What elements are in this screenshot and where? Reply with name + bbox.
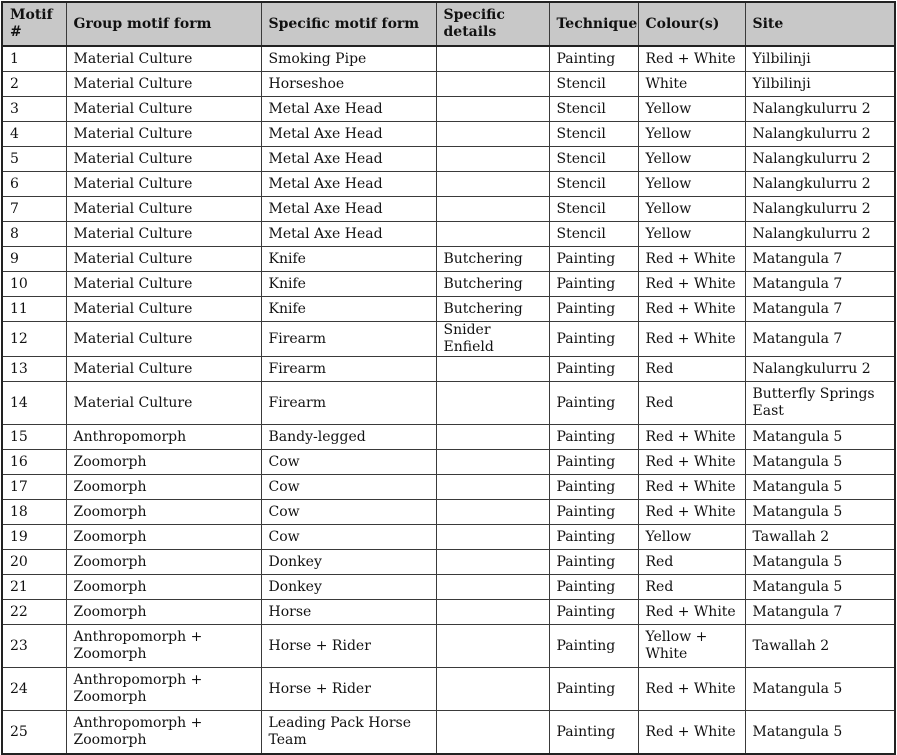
site-cell: Nalangkulurru 2 (745, 357, 895, 382)
specific-motif-form-cell: Metal Axe Head (261, 172, 436, 197)
table-body (2, 46, 895, 754)
motif-number-cell: 11 (2, 297, 66, 322)
site-cell: Matangula 7 (745, 247, 895, 272)
motif-table (1, 1, 896, 755)
group-motif-form-cell: Anthropomorph + Zoomorph (66, 711, 261, 755)
group-motif-form-cell: Zoomorph (66, 600, 261, 625)
motif-number-cell: 18 (2, 500, 66, 525)
technique-cell: Painting (549, 711, 638, 755)
site-cell: Nalangkulurru 2 (745, 97, 895, 122)
technique-cell: Stencil (549, 147, 638, 172)
specific-motif-form-cell: Smoking Pipe (261, 46, 436, 72)
colours-cell: Red + White (638, 297, 745, 322)
colours-cell: White (638, 72, 745, 97)
colours-cell: Yellow (638, 525, 745, 550)
motif-number-cell: 1 (2, 46, 66, 72)
table-row (2, 711, 895, 755)
technique-cell: Painting (549, 297, 638, 322)
site-cell: Matangula 7 (745, 322, 895, 357)
specific-motif-form-cell: Knife (261, 297, 436, 322)
site-cell: Nalangkulurru 2 (745, 122, 895, 147)
header-site: Site (745, 2, 895, 46)
table-row (2, 600, 895, 625)
group-motif-form-cell: Material Culture (66, 297, 261, 322)
colours-cell: Red (638, 550, 745, 575)
site-cell: Yilbilinji (745, 72, 895, 97)
colours-cell: Yellow (638, 197, 745, 222)
motif-number-cell: 9 (2, 247, 66, 272)
colours-cell: Yellow (638, 147, 745, 172)
motif-number-cell: 15 (2, 425, 66, 450)
motif-number-cell: 25 (2, 711, 66, 755)
specific-details-cell (436, 475, 549, 500)
specific-details-cell (436, 147, 549, 172)
motif-number-cell: 22 (2, 600, 66, 625)
table-row (2, 46, 895, 72)
specific-motif-form-cell: Metal Axe Head (261, 197, 436, 222)
site-cell: Matangula 5 (745, 550, 895, 575)
specific-details-cell: Butchering (436, 297, 549, 322)
group-motif-form-cell: Material Culture (66, 272, 261, 297)
group-motif-form-cell: Anthropomorph (66, 425, 261, 450)
specific-motif-form-cell: Cow (261, 475, 436, 500)
site-cell: Matangula 7 (745, 272, 895, 297)
specific-details-cell (436, 72, 549, 97)
colours-cell: Red (638, 382, 745, 425)
motif-number-cell: 23 (2, 625, 66, 668)
group-motif-form-cell: Anthropomorph + Zoomorph (66, 668, 261, 711)
site-cell: Nalangkulurru 2 (745, 147, 895, 172)
table-row (2, 197, 895, 222)
technique-cell: Painting (549, 450, 638, 475)
specific-details-cell: Butchering (436, 272, 549, 297)
site-cell: Matangula 5 (745, 575, 895, 600)
table-row (2, 500, 895, 525)
site-cell: Matangula 5 (745, 425, 895, 450)
technique-cell: Stencil (549, 222, 638, 247)
header-specific-details: Specific details (436, 2, 549, 46)
table-row (2, 625, 895, 668)
group-motif-form-cell: Material Culture (66, 222, 261, 247)
table-row (2, 357, 895, 382)
colours-cell: Red + White (638, 475, 745, 500)
technique-cell: Painting (549, 600, 638, 625)
table-row (2, 222, 895, 247)
site-cell: Matangula 5 (745, 450, 895, 475)
motif-number-cell: 2 (2, 72, 66, 97)
motif-number-cell: 4 (2, 122, 66, 147)
specific-details-cell (436, 625, 549, 668)
site-cell: Butterfly Springs East (745, 382, 895, 425)
technique-cell: Painting (549, 525, 638, 550)
group-motif-form-cell: Zoomorph (66, 525, 261, 550)
colours-cell: Red + White (638, 600, 745, 625)
specific-details-cell (436, 97, 549, 122)
site-cell: Matangula 5 (745, 711, 895, 755)
site-cell: Tawallah 2 (745, 525, 895, 550)
group-motif-form-cell: Zoomorph (66, 500, 261, 525)
colours-cell: Yellow (638, 97, 745, 122)
motif-number-cell: 14 (2, 382, 66, 425)
site-cell: Nalangkulurru 2 (745, 222, 895, 247)
specific-motif-form-cell: Horse + Rider (261, 668, 436, 711)
specific-details-cell (436, 197, 549, 222)
motif-number-cell: 12 (2, 322, 66, 357)
specific-motif-form-cell: Horse (261, 600, 436, 625)
site-cell: Matangula 5 (745, 475, 895, 500)
technique-cell: Painting (549, 500, 638, 525)
colours-cell: Red + White (638, 711, 745, 755)
specific-motif-form-cell: Leading Pack Horse Team (261, 711, 436, 755)
site-cell: Matangula 5 (745, 668, 895, 711)
colours-cell: Yellow (638, 122, 745, 147)
group-motif-form-cell: Zoomorph (66, 550, 261, 575)
site-cell: Nalangkulurru 2 (745, 197, 895, 222)
colours-cell: Yellow (638, 172, 745, 197)
specific-details-cell (436, 600, 549, 625)
site-cell: Matangula 5 (745, 500, 895, 525)
table-row (2, 475, 895, 500)
specific-motif-form-cell: Horse + Rider (261, 625, 436, 668)
group-motif-form-cell: Material Culture (66, 197, 261, 222)
technique-cell: Painting (549, 46, 638, 72)
specific-details-cell (436, 122, 549, 147)
motif-number-cell: 17 (2, 475, 66, 500)
technique-cell: Painting (549, 322, 638, 357)
specific-details-cell: Snider Enfield (436, 322, 549, 357)
table-row (2, 525, 895, 550)
specific-details-cell (436, 575, 549, 600)
specific-motif-form-cell: Horseshoe (261, 72, 436, 97)
colours-cell: Red + White (638, 450, 745, 475)
colours-cell: Red + White (638, 272, 745, 297)
technique-cell: Stencil (549, 172, 638, 197)
technique-cell: Stencil (549, 72, 638, 97)
motif-number-cell: 13 (2, 357, 66, 382)
colours-cell: Red (638, 357, 745, 382)
technique-cell: Painting (549, 247, 638, 272)
specific-details-cell (436, 550, 549, 575)
group-motif-form-cell: Material Culture (66, 97, 261, 122)
technique-cell: Painting (549, 625, 638, 668)
colours-cell: Red + White (638, 322, 745, 357)
site-cell: Nalangkulurru 2 (745, 172, 895, 197)
technique-cell: Painting (549, 475, 638, 500)
table-header (2, 2, 895, 46)
table-row (2, 272, 895, 297)
specific-details-cell: Butchering (436, 247, 549, 272)
colours-cell: Red + White (638, 46, 745, 72)
table-row (2, 425, 895, 450)
group-motif-form-cell: Material Culture (66, 357, 261, 382)
group-motif-form-cell: Material Culture (66, 72, 261, 97)
colours-cell: Yellow + White (638, 625, 745, 668)
site-cell: Tawallah 2 (745, 625, 895, 668)
technique-cell: Stencil (549, 122, 638, 147)
header-row (2, 2, 895, 46)
site-cell: Yilbilinji (745, 46, 895, 72)
specific-details-cell (436, 172, 549, 197)
table-row (2, 575, 895, 600)
technique-cell: Painting (549, 550, 638, 575)
motif-number-cell: 7 (2, 197, 66, 222)
specific-motif-form-cell: Knife (261, 247, 436, 272)
motif-number-cell: 20 (2, 550, 66, 575)
header-group-motif-form: Group motif form (66, 2, 261, 46)
technique-cell: Painting (549, 425, 638, 450)
table-row (2, 322, 895, 357)
specific-motif-form-cell: Metal Axe Head (261, 97, 436, 122)
table-row (2, 172, 895, 197)
technique-cell: Stencil (549, 97, 638, 122)
technique-cell: Painting (549, 575, 638, 600)
specific-motif-form-cell: Donkey (261, 575, 436, 600)
specific-details-cell (436, 500, 549, 525)
table-row (2, 72, 895, 97)
header-colours: Colour(s) (638, 2, 745, 46)
colours-cell: Red (638, 575, 745, 600)
group-motif-form-cell: Material Culture (66, 322, 261, 357)
specific-motif-form-cell: Firearm (261, 382, 436, 425)
colours-cell: Red + White (638, 668, 745, 711)
group-motif-form-cell: Material Culture (66, 147, 261, 172)
specific-details-cell (436, 222, 549, 247)
table-row (2, 297, 895, 322)
specific-details-cell (436, 382, 549, 425)
colours-cell: Red + White (638, 500, 745, 525)
specific-motif-form-cell: Cow (261, 450, 436, 475)
header-specific-motif-form: Specific motif form (261, 2, 436, 46)
specific-motif-form-cell: Bandy-legged (261, 425, 436, 450)
specific-motif-form-cell: Metal Axe Head (261, 122, 436, 147)
header-technique: Technique (549, 2, 638, 46)
group-motif-form-cell: Anthropomorph + Zoomorph (66, 625, 261, 668)
specific-details-cell (436, 668, 549, 711)
technique-cell: Stencil (549, 197, 638, 222)
motif-number-cell: 21 (2, 575, 66, 600)
specific-details-cell (436, 711, 549, 755)
specific-details-cell (436, 357, 549, 382)
motif-number-cell: 24 (2, 668, 66, 711)
colours-cell: Red + White (638, 247, 745, 272)
specific-motif-form-cell: Firearm (261, 357, 436, 382)
table-row (2, 247, 895, 272)
table-row (2, 147, 895, 172)
specific-motif-form-cell: Knife (261, 272, 436, 297)
specific-motif-form-cell: Donkey (261, 550, 436, 575)
specific-details-cell (436, 450, 549, 475)
technique-cell: Painting (549, 668, 638, 711)
colours-cell: Red + White (638, 425, 745, 450)
specific-motif-form-cell: Firearm (261, 322, 436, 357)
specific-motif-form-cell: Cow (261, 525, 436, 550)
group-motif-form-cell: Material Culture (66, 122, 261, 147)
motif-number-cell: 8 (2, 222, 66, 247)
table-row (2, 450, 895, 475)
header-motif-number: Motif # (2, 2, 66, 46)
group-motif-form-cell: Material Culture (66, 382, 261, 425)
motif-number-cell: 10 (2, 272, 66, 297)
colours-cell: Yellow (638, 222, 745, 247)
group-motif-form-cell: Material Culture (66, 172, 261, 197)
motif-number-cell: 3 (2, 97, 66, 122)
technique-cell: Painting (549, 357, 638, 382)
group-motif-form-cell: Material Culture (66, 247, 261, 272)
specific-motif-form-cell: Metal Axe Head (261, 147, 436, 172)
table-row (2, 550, 895, 575)
table-row (2, 382, 895, 425)
motif-number-cell: 5 (2, 147, 66, 172)
specific-motif-form-cell: Metal Axe Head (261, 222, 436, 247)
specific-motif-form-cell: Cow (261, 500, 436, 525)
table-row (2, 668, 895, 711)
technique-cell: Painting (549, 382, 638, 425)
motif-number-cell: 16 (2, 450, 66, 475)
group-motif-form-cell: Zoomorph (66, 450, 261, 475)
specific-details-cell (436, 46, 549, 72)
group-motif-form-cell: Material Culture (66, 46, 261, 72)
site-cell: Matangula 7 (745, 297, 895, 322)
group-motif-form-cell: Zoomorph (66, 475, 261, 500)
table-row (2, 97, 895, 122)
specific-details-cell (436, 525, 549, 550)
group-motif-form-cell: Zoomorph (66, 575, 261, 600)
motif-number-cell: 6 (2, 172, 66, 197)
specific-details-cell (436, 425, 549, 450)
table-row (2, 122, 895, 147)
technique-cell: Painting (549, 272, 638, 297)
motif-number-cell: 19 (2, 525, 66, 550)
site-cell: Matangula 7 (745, 600, 895, 625)
